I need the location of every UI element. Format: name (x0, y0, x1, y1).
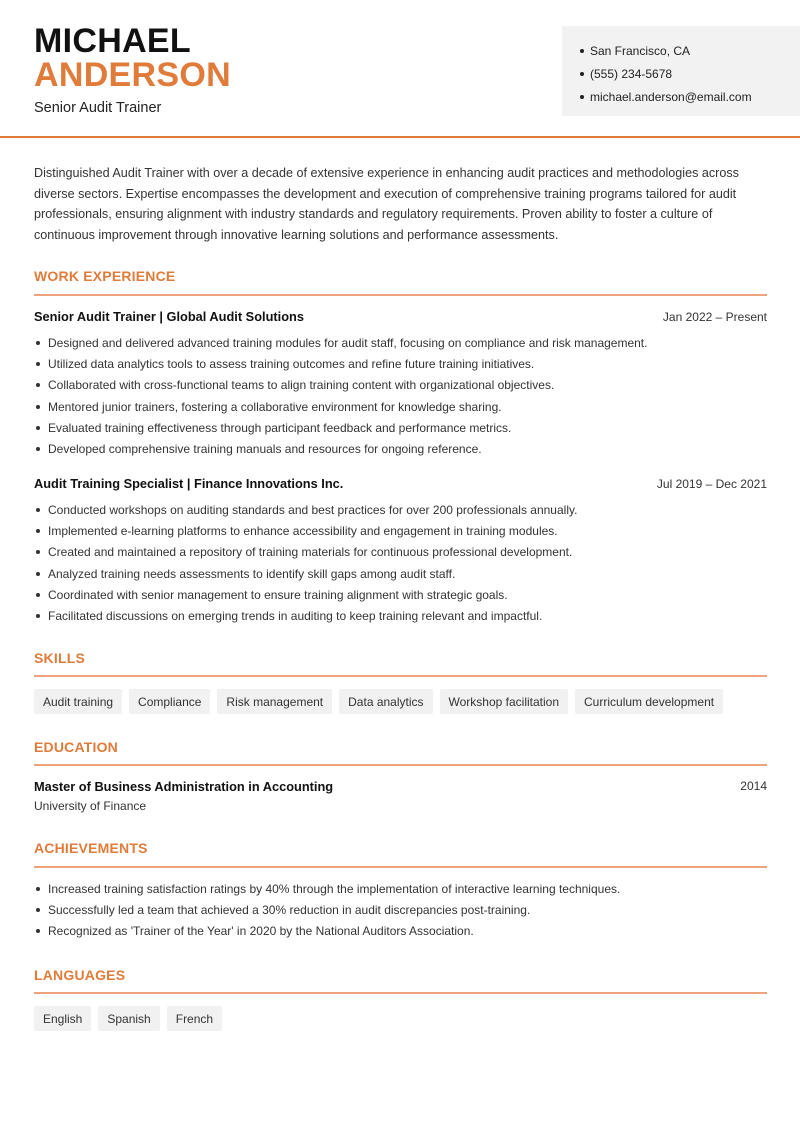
skill-tag: Data analytics (339, 689, 432, 714)
job-heading-1: Senior Audit Trainer | Global Audit Solutions (34, 309, 304, 324)
list-item: Conducted workshops on auditing standards and best practices for over 200 professionals annually. (34, 499, 767, 520)
skill-tag: Compliance (129, 689, 210, 714)
list-item: Facilitated discussions on emerging trends in auditing to keep training relevant and impactful. (34, 605, 767, 626)
contact-location: San Francisco, CA (580, 39, 800, 62)
contact-phone: (555) 234-5678 (580, 62, 800, 85)
section-title-achievements: ACHIEVEMENTS (34, 840, 148, 856)
section-divider (34, 675, 767, 677)
job-dates-1: Jan 2022 – Present (662, 310, 767, 324)
list-item: Implemented e-learning platforms to enhance accessibility and engagement in training modules. (34, 520, 767, 541)
section-title-skills: SKILLS (34, 650, 85, 666)
list-item: Successfully led a team that achieved a 30% reduction in audit discrepancies post-training. (34, 899, 767, 920)
bullet-icon (580, 95, 584, 99)
education-degree: Master of Business Administration in Accounting (34, 779, 334, 794)
achievements-list (34, 878, 767, 942)
list-item: Analyzed training needs assessments to identify skill gaps among audit staff. (34, 563, 767, 584)
list-item: Developed comprehensive training manuals and resources for ongoing reference. (34, 438, 767, 459)
section-divider (34, 992, 767, 994)
section-divider (34, 866, 767, 868)
list-item: Recognized as 'Trainer of the Year' in 2020 by the National Auditors Association. (34, 921, 767, 942)
list-item: Coordinated with senior management to ensure training alignment with strategic goals. (34, 584, 767, 605)
section-title-work: WORK EXPERIENCE (34, 268, 176, 284)
list-item: Utilized data analytics tools to assess training outcomes and refine future training initiatives. (34, 353, 767, 374)
skill-tag: Risk management (217, 689, 332, 714)
list-item: Mentored junior trainers, fostering a collaborative environment for knowledge sharing. (34, 396, 767, 417)
section-title-education: EDUCATION (34, 739, 118, 755)
skill-tag: Workshop facilitation (440, 689, 569, 714)
section-divider (34, 294, 767, 296)
list-item: Created and maintained a repository of training materials for continuous professional development. (34, 542, 767, 563)
skill-tag: Audit training (34, 689, 122, 714)
bullet-icon (580, 49, 584, 53)
job-bullets-1 (34, 332, 767, 460)
skills-list (34, 689, 723, 714)
skill-tag: Curriculum development (575, 689, 723, 714)
section-divider (34, 764, 767, 766)
job-dates-2: Jul 2019 – Dec 2021 (656, 477, 767, 491)
first-name: MICHAEL (34, 22, 191, 60)
language-tag: English (34, 1006, 91, 1031)
job-heading-2: Audit Training Specialist | Finance Innovations Inc. (34, 476, 344, 491)
job-title: Senior Audit Trainer (34, 100, 162, 116)
languages-list (34, 1006, 222, 1031)
profile-summary: Distinguished Audit Trainer with over a decade of extensive experience in enhancing audit practices and methodologies across diverse sectors. Expertise encompasses the development and execution of comprehensive training programs tailored for audit professionals, ensuring alignment with industry standards and regulatory requirements. Proven ability to foster a culture of continuous improvement through innovative learning solutions and performance assessments. (34, 166, 739, 242)
list-item: Collaborated with cross-functional teams to align training content with organizational objectives. (34, 375, 767, 396)
education-school: University of Finance (34, 799, 147, 813)
language-tag: French (167, 1006, 222, 1031)
contact-box (562, 26, 800, 116)
job-bullets-2 (34, 499, 767, 627)
contact-email[interactable]: michael.anderson@email.com (580, 86, 800, 109)
list-item: Increased training satisfaction ratings by 40% through the implementation of interactive learning techniques. (34, 878, 767, 899)
resume-header (0, 0, 800, 138)
list-item: Evaluated training effectiveness through participant feedback and performance metrics. (34, 417, 767, 438)
bullet-icon (580, 72, 584, 76)
education-year: 2014 (740, 779, 767, 793)
language-tag: Spanish (98, 1006, 159, 1031)
section-title-languages: LANGUAGES (34, 967, 126, 983)
last-name: ANDERSON (34, 56, 231, 94)
list-item: Designed and delivered advanced training modules for audit staff, focusing on compliance and risk management. (34, 332, 767, 353)
